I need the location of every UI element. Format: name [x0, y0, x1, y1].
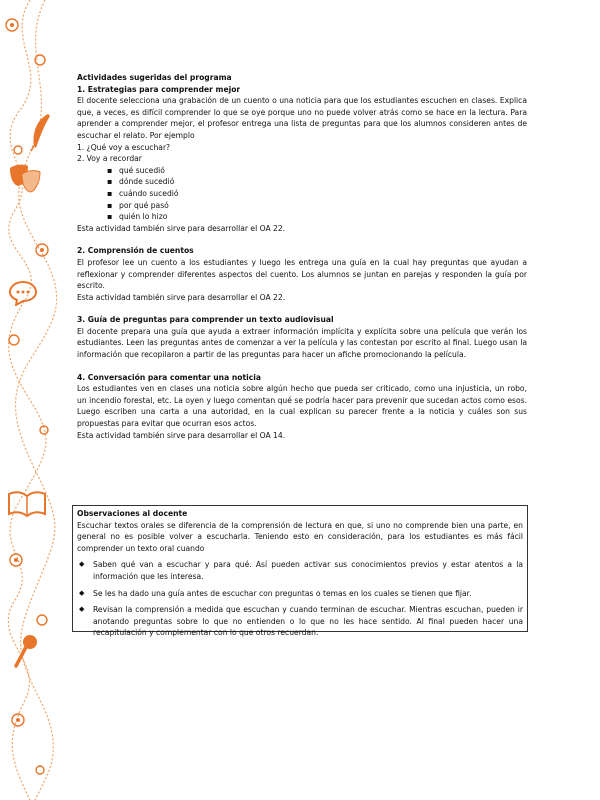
- numbered-item: 1. ¿Qué voy a escuchar?: [77, 142, 171, 152]
- observation-item: ◆ Se les ha dado una guía antes de escuchar con preguntas o temas en los cuales se tienen que fijar.: [77, 588, 523, 600]
- observation-item: ◆ Revisan la comprensión a medida que escuchan y cuando terminan de escuchar. Mientras escuchan, pueden ir anotando preguntas sobre lo que no entienden o lo que no les hace sentido. Al final pueden hacer una recapitulación y complementar con lo que otros recuerdan.: [77, 604, 523, 639]
- observations-intro: Escuchar textos orales se diferencia de la comprensión de lectura en que, si uno no comprende bien una parte, en general no es posible volver a escucharla. Teniendo esto en consideración, para los estudiantes es más fácil comprender un texto oral cuando: [77, 520, 523, 553]
- section-heading: 4. Conversación para comentar una noticia: [77, 372, 261, 382]
- section-note: Esta actividad también sirve para desarrollar el OA 22.: [77, 223, 286, 233]
- list-item: ▪ por qué pasó: [107, 200, 527, 212]
- list-item: ▪ qué sucedió: [107, 165, 527, 177]
- section-paragraph: El docente selecciona una grabación de un cuento o una noticia para que los estudiantes escuchen en clases. Explica que, a veces, es difícil comprender lo que se oye porque uno no puede volver atrás como se hace en la lectura. Para aprender a comprender mejor, el profesor entrega una lista de preguntas para que los alumnos consideren antes de escuchar el relato. Por ejemplo: [77, 96, 527, 140]
- section-heading: 1. Estrategias para comprender mejor: [77, 84, 241, 94]
- list-item: ▪ cuándo sucedió: [107, 188, 527, 200]
- section-paragraph: Los estudiantes ven en clases una noticia sobre algún hecho que pueda ser criticado, como una injusticia, un robo, un incendio forestal, etc. La oyen y luego comentan qué se podría hacer para prevenir que sucedan actos como esos. Luego escriben una carta a una autoridad, en la cual explican su parecer frente a la noticia y cuáles son sus propuestas para evitar que ocurran esos actos.: [77, 384, 527, 429]
- section-4: [77, 372, 527, 442]
- list-item: ▪ quién lo hizo: [107, 211, 527, 223]
- observation-item: ◆ Saben qué van a escuchar y para qué. Así pueden activar sus conocimientos previos y estar atentos a la información que les interesa.: [77, 559, 523, 582]
- observations-title: Observaciones al docente: [77, 509, 188, 518]
- section-note: Esta actividad también sirve para desarrollar el OA 22.: [77, 292, 286, 302]
- activities-content: [77, 72, 527, 441]
- numbered-item: 2. Voy a recordar: [77, 154, 142, 164]
- quill-icon: [28, 112, 52, 152]
- section-1: [77, 84, 527, 235]
- speech-bubble-icon: [8, 280, 38, 306]
- theater-masks-icon: [6, 162, 44, 194]
- section-3: [77, 314, 527, 360]
- section-heading: 3. Guía de preguntas para comprender un texto audiovisual: [77, 315, 334, 325]
- list-item: ▪ dónde sucedió: [107, 176, 527, 188]
- microphone-icon: [10, 632, 42, 672]
- section-2: [77, 245, 527, 303]
- open-book-icon: [6, 488, 48, 518]
- bullet-list: [77, 165, 527, 223]
- section-paragraph: El profesor lee un cuento a los estudiantes y luego les entrega una guía en la cual hay preguntas que ayudan a reflexionar y comprender diferentes aspectos del cuento. Los alumnos se juntan en parejas y responden la guía por escrito.: [77, 257, 527, 291]
- section-heading: 2. Comprensión de cuentos: [77, 246, 194, 256]
- page-title: Actividades sugeridas del programa: [77, 73, 232, 82]
- section-paragraph: El docente prepara una guía que ayuda a extraer información implícita y explícita sobre una película que verán los estudiantes. Leen las preguntas antes de comenzar a ver la película y las contestan por escrito al final. Luego usan la información que recopilaron a partir de las preguntas para hacer un afiche promocionando la película.: [77, 326, 527, 360]
- section-note: Esta actividad también sirve para desarrollar el OA 14.: [77, 430, 286, 440]
- teacher-observations-box: [72, 505, 528, 638]
